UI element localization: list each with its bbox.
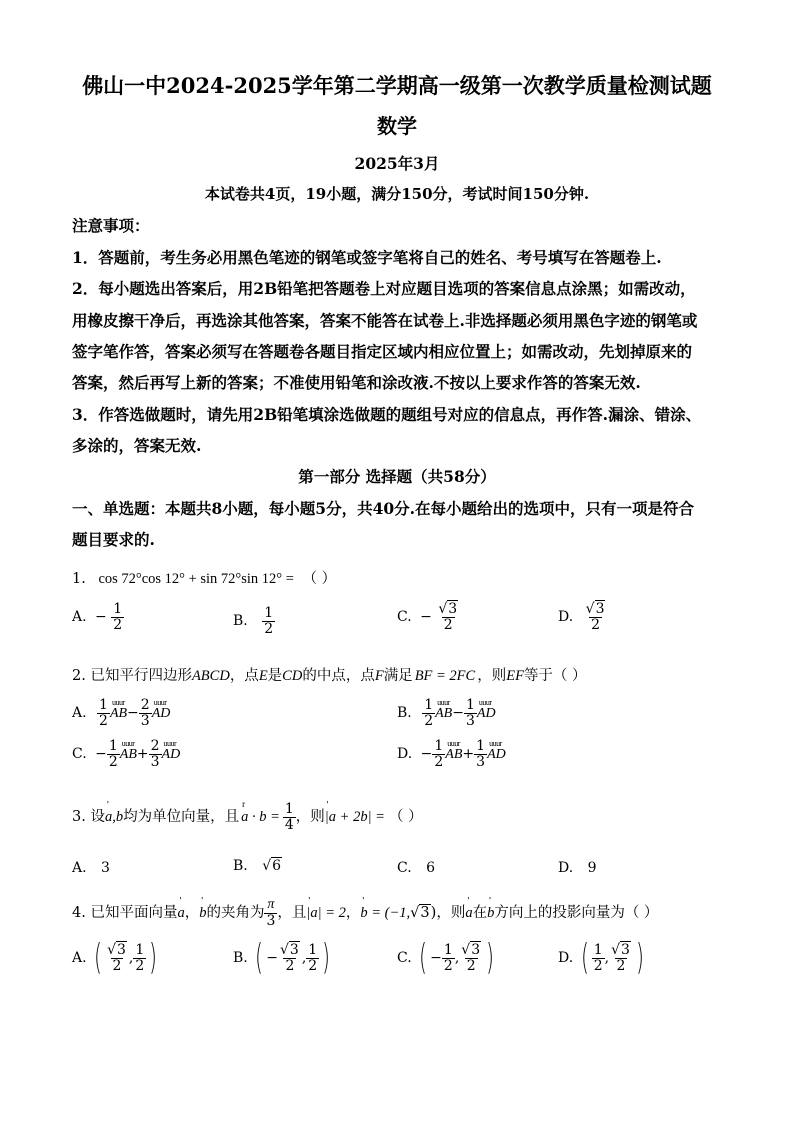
fraction: $\frac{1}{2}$	[99, 697, 108, 729]
stem-text: 的夹角为	[206, 905, 265, 922]
fraction: $\frac{1}{2}$	[424, 697, 434, 729]
fraction: $\frac{1}{3}$	[476, 738, 486, 770]
exam-date: 2025年3月	[354, 154, 440, 173]
option-value: 3	[101, 860, 110, 876]
exam-info: 本试卷共4页，19小题，满分150分，考试时间150分钟.	[204, 185, 590, 203]
fraction: $\frac{√3}{2}$	[585, 601, 605, 633]
math-relation: BF = 2FC	[414, 668, 476, 684]
option-c[interactable]: C. − $\frac{1}{2}$ uuur AB+ $\frac{2}{3}$ uuur AD	[72, 739, 180, 769]
left-paren-icon: (	[419, 937, 428, 978]
note-item-2-line-4: 答案，然后再写上新的答案；不准使用铅笔和涂改液.不按以上要求作答的答案无效.	[72, 373, 641, 392]
option-label: D.	[397, 746, 413, 763]
note-item-3-line-1: 3．作答选做题时，请先用2B铅笔填涂选做题的题组号对应的信息点，再作答.漏涂、错涂、	[72, 405, 702, 424]
option-label: C.	[397, 860, 412, 876]
option-value: 9	[587, 860, 597, 876]
math-b: ' b	[487, 905, 494, 922]
option-d[interactable]	[558, 860, 597, 876]
math-abcd: ABCD	[191, 668, 230, 684]
option-a[interactable]: A. $\frac{1}{2}$ uuur AB− $\frac{2}{3}$ uuur AD	[72, 698, 170, 728]
fraction: $\frac{1}{2}$	[264, 605, 274, 637]
option-b[interactable]	[233, 858, 282, 874]
stem-text: ，则	[436, 905, 466, 922]
minus-sign: −	[420, 609, 432, 626]
answer-paren: （ ）	[388, 809, 423, 826]
fraction: $\frac{2}{3}$	[140, 697, 150, 729]
fraction: $\frac{2}{3}$	[150, 738, 160, 770]
option-c[interactable]	[397, 602, 460, 632]
fraction: $\frac{√3}{2}$	[461, 941, 481, 974]
question-stem: cos 72°cos 12° + sin 72°sin 12° =	[98, 571, 294, 587]
stem-text: 的中点，点	[302, 668, 375, 684]
option-label: C.	[72, 746, 87, 763]
comma: ,	[128, 950, 134, 966]
left-paren-icon: (	[255, 937, 264, 978]
vector-ab: uuur AB	[445, 747, 462, 763]
fraction: $\frac{1}{2}$	[113, 601, 123, 633]
fraction: $\frac{1}{2}$	[108, 738, 118, 770]
option-d[interactable]	[558, 937, 647, 978]
math-cd: CD	[282, 668, 303, 684]
math-b-eq: ' b = (−1,	[360, 905, 410, 922]
fraction: $\frac{1}{3}$	[465, 697, 475, 729]
stem-text: 在	[472, 905, 488, 922]
answer-paren: （ ）	[302, 571, 337, 587]
option-b[interactable]	[233, 937, 333, 978]
right-paren-icon: )	[149, 937, 158, 978]
notes-heading: 注意事项：	[72, 216, 150, 235]
option-label: C.	[397, 609, 412, 626]
math-ef: EF	[506, 668, 524, 684]
vector-ab: uuur AB	[435, 706, 452, 722]
right-paren-icon: )	[486, 937, 495, 978]
option-c[interactable]	[397, 937, 497, 978]
math-e: E	[258, 668, 268, 684]
question-4: 4. 已知平面向量' a，' b的夹角为 $\frac{\pi}{3}$ ，且' |a| = 2，' b = (−1,√3)，则' a在' b方向上的投影向量为（ ）	[72, 898, 658, 928]
left-paren-icon: (	[580, 937, 589, 978]
option-a[interactable]	[72, 937, 160, 978]
comma: ,	[301, 950, 307, 966]
sqrt-icon: √6	[262, 858, 282, 874]
vector-ab: uuur AB	[110, 706, 127, 722]
fraction: $\frac{√3}{2}$	[611, 941, 630, 974]
fraction: $\frac{√3}{2}$	[438, 601, 458, 633]
option-label: A.	[72, 950, 87, 966]
right-paren-icon: )	[322, 937, 331, 978]
stem-text: 等于（ ）	[523, 668, 587, 684]
vector-ad: uuur AD	[152, 706, 171, 722]
option-a[interactable]	[72, 860, 110, 876]
fraction: $\frac{1}{2}$	[443, 941, 453, 974]
math-expression: ' |a + 2b| =	[325, 809, 385, 826]
option-label: C.	[397, 950, 412, 966]
math-a: ' a	[465, 905, 472, 922]
vector-ad: uuur AD	[477, 706, 496, 722]
option-b[interactable]: B. $\frac{1}{2}$ uuur AB− $\frac{1}{3}$ uuur AD	[397, 698, 496, 728]
minus-sign: −	[430, 950, 442, 966]
math-dot: r a · b =	[241, 809, 280, 826]
vector-ad: uuur AD	[487, 747, 506, 763]
fraction: $\frac{1}{2}$	[135, 941, 145, 974]
option-label: D.	[558, 950, 574, 966]
sqrt-icon: √3	[438, 601, 458, 617]
stem-text: 方向上的投影向量为（ ）	[494, 905, 659, 922]
question-1	[72, 567, 336, 588]
option-a[interactable]	[72, 602, 124, 632]
subject-title: 数学	[377, 114, 417, 138]
fraction: $\frac{√3}{2}$	[279, 941, 299, 974]
minus-sign: −	[95, 609, 107, 626]
math-b-end: )	[430, 905, 437, 922]
math-a: ' a	[177, 905, 184, 922]
stem-text: ，且	[277, 905, 307, 922]
exam-title: 佛山一中2024-2025学年第二学期高一级第一次教学质量检测试题	[82, 73, 712, 98]
stem-text: 均为单位向量，且	[123, 809, 240, 826]
option-label: A.	[72, 705, 87, 722]
note-item-2-line-2: 用橡皮擦干净后，再选涂其他答案，答案不能答在试卷上.非选择题必须用黑色字迹的钢笔或	[72, 311, 698, 330]
fraction: $\frac{√3}{2}$	[107, 941, 126, 974]
fraction: $\frac{1}{2}$	[308, 941, 318, 974]
option-d[interactable]: D. − $\frac{1}{2}$ uuur AB+ $\frac{1}{3}$ uuur AD	[397, 739, 506, 769]
option-label: D.	[558, 609, 574, 626]
question-3	[72, 802, 423, 832]
option-c[interactable]	[397, 860, 435, 876]
option-label: D.	[558, 860, 574, 876]
stem-text: ，则	[477, 668, 507, 684]
note-item-1: 1．答题前，考生务必用黑色笔迹的钢笔或签字笔将自己的姓名、考号填写在答题卷上.	[72, 248, 662, 267]
right-paren-icon: )	[636, 937, 644, 978]
stem-text: 是	[267, 668, 283, 684]
sqrt-icon: √3	[585, 601, 605, 617]
part1-heading: 第一部分 选择题（共58分）	[298, 467, 496, 486]
note-item-2-line-1: 2．每小题选出答案后，用2B铅笔把答题卷上对应题目选项的答案信息点涂黑；如需改动，	[72, 279, 696, 298]
stem-text: ，点	[229, 668, 259, 684]
comma: ,	[454, 950, 460, 966]
fraction: $\frac{1}{2}$	[593, 941, 603, 974]
option-label: A.	[72, 860, 87, 876]
sqrt-icon: √3	[410, 905, 430, 922]
math-vectors: ' a,b	[105, 809, 123, 826]
fraction: $\frac{1}{2}$	[434, 738, 444, 770]
stem-text: 2. 已知平行四边形	[72, 668, 192, 684]
section-instructions-line-1: 一、单选题：本题共8小题，每小题5分，共40分.在每小题给出的选项中，只有一项是符合	[72, 499, 695, 518]
math-f: F	[374, 668, 384, 684]
minus-sign: −	[266, 950, 278, 966]
vector-ad: uuur AD	[162, 747, 181, 763]
stem-text: ，则	[295, 809, 325, 826]
vector-ab: uuur AB	[120, 747, 137, 763]
option-label: B.	[233, 950, 248, 966]
option-b[interactable]	[233, 606, 275, 636]
stem-text: 满足	[383, 668, 413, 684]
stem-text: 4. 已知平面向量	[72, 905, 178, 922]
math-b: ' b	[199, 905, 206, 922]
stem-text: 3. 设	[72, 809, 105, 826]
option-d[interactable]	[558, 602, 607, 632]
left-paren-icon: (	[94, 937, 102, 978]
comma: ,	[604, 950, 610, 966]
section-instructions-line-2: 题目要求的.	[72, 530, 155, 549]
note-item-3-line-2: 多涂的，答案无效.	[72, 436, 202, 455]
note-item-2-line-3: 签字笔作答，答案必须写在答题卷各题目指定区域内相应位置上；如需改动，先划掉原来的	[72, 342, 693, 361]
question-number: 1.	[72, 571, 86, 587]
option-value: 6	[426, 860, 436, 876]
math-abs-a: ' |a| = 2	[306, 905, 346, 922]
option-label: B.	[233, 858, 248, 874]
option-label: B.	[397, 705, 412, 722]
option-label: B.	[233, 613, 248, 630]
option-label: A.	[72, 609, 87, 626]
fraction: $\frac{1}{4}$	[284, 801, 294, 833]
fraction: $\frac{\pi}{3}$	[266, 897, 276, 929]
question-2	[72, 664, 587, 685]
